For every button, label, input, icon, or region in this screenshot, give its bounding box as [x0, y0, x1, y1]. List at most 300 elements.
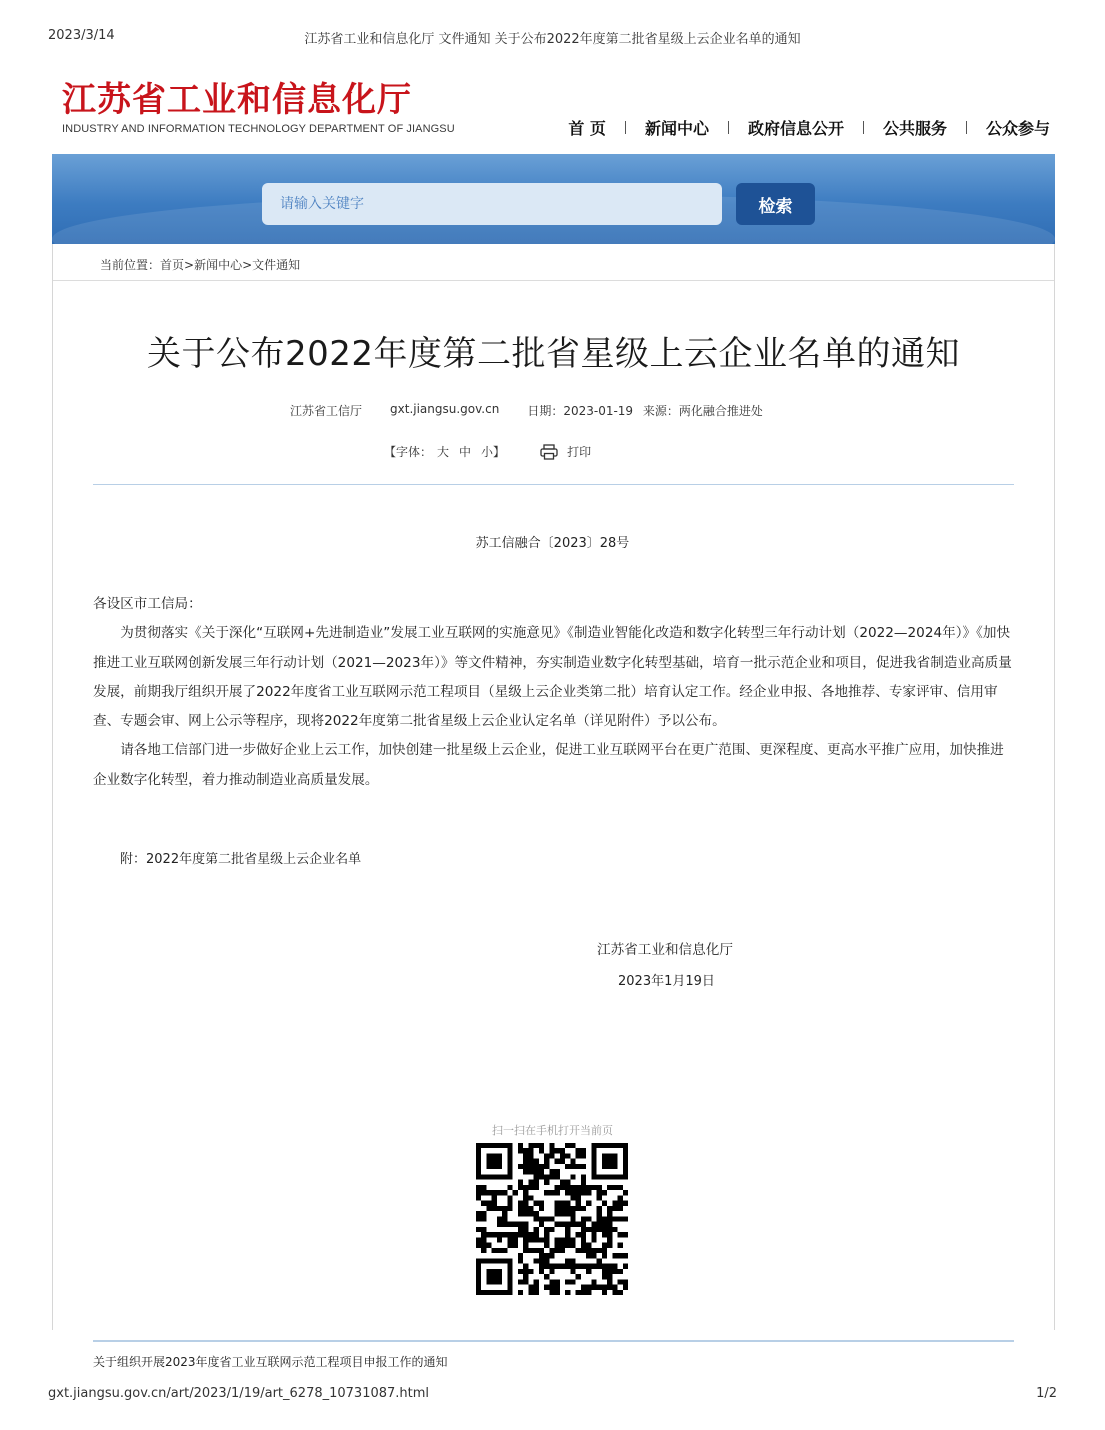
qr-module	[565, 1232, 570, 1237]
qr-module	[539, 1248, 544, 1253]
qr-module	[586, 1216, 591, 1221]
qr-code	[476, 1143, 628, 1295]
qr-module	[597, 1227, 602, 1232]
qr-module	[492, 1232, 497, 1237]
qr-module	[513, 1190, 518, 1195]
qr-module	[581, 1285, 586, 1290]
qr-module	[528, 1180, 533, 1185]
qr-module	[565, 1180, 570, 1185]
qr-module	[507, 1206, 512, 1211]
qr-module	[602, 1222, 607, 1227]
qr-module	[523, 1164, 528, 1169]
qr-module	[602, 1216, 607, 1221]
qr-module	[544, 1237, 549, 1242]
qr-module	[523, 1159, 528, 1164]
qr-module	[565, 1264, 570, 1269]
qr-module	[497, 1190, 502, 1195]
qr-module	[570, 1222, 575, 1227]
qr-module	[586, 1290, 591, 1295]
nav-separator	[728, 121, 729, 134]
qr-module	[549, 1279, 554, 1284]
nav-separator	[625, 121, 626, 134]
qr-module	[544, 1190, 549, 1195]
qr-module	[560, 1243, 565, 1248]
article-title: 关于公布2022年度第二批省星级上云企业名单的通知	[146, 334, 961, 374]
qr-module	[539, 1174, 544, 1179]
qr-module	[602, 1190, 607, 1195]
qr-module	[523, 1222, 528, 1227]
qr-module	[623, 1216, 628, 1221]
qr-module	[544, 1174, 549, 1179]
qr-module	[581, 1148, 586, 1153]
body-paragraph-2: 请各地工信部门进一步做好企业上云工作，加快创建一批星级上云企业，促进工业互联网平台在更广范围、更深程度、更高水平推广应用，加快推进企业数字化转型，着力推动制造业高质量发展。	[93, 742, 1004, 788]
article-meta	[290, 402, 797, 419]
qr-module	[539, 1222, 544, 1227]
font-size-label: 【字体：	[384, 445, 433, 459]
qr-module	[481, 1232, 486, 1237]
qr-module	[534, 1232, 539, 1237]
qr-module	[539, 1143, 544, 1148]
qr-module	[570, 1190, 575, 1195]
print-header	[48, 28, 1057, 48]
qr-module	[602, 1290, 607, 1295]
qr-module	[476, 1237, 481, 1242]
qr-module	[544, 1285, 549, 1290]
qr-module	[555, 1185, 560, 1190]
qr-module	[560, 1148, 565, 1153]
qr-module	[528, 1285, 533, 1290]
qr-module	[581, 1216, 586, 1221]
qr-module	[560, 1248, 565, 1253]
qr-module	[576, 1290, 581, 1295]
qr-module	[555, 1243, 560, 1248]
qr-module	[570, 1243, 575, 1248]
qr-module	[528, 1195, 533, 1200]
main-nav	[567, 116, 1051, 139]
qr-module	[576, 1232, 581, 1237]
qr-module	[602, 1153, 618, 1169]
qr-module	[565, 1243, 570, 1248]
qr-module	[544, 1180, 549, 1185]
qr-module	[507, 1243, 512, 1248]
qr-module	[534, 1143, 539, 1148]
qr-module	[618, 1195, 623, 1200]
nav-news-center[interactable]: 新闻中心	[644, 119, 709, 138]
qr-module	[607, 1269, 612, 1274]
qr-module	[518, 1180, 523, 1185]
font-size-small[interactable]: 小】	[481, 445, 506, 459]
qr-module	[591, 1285, 596, 1290]
qr-module	[544, 1159, 549, 1164]
qr-module	[570, 1258, 575, 1263]
qr-module	[497, 1237, 502, 1242]
print-button[interactable]	[540, 443, 591, 460]
breadcrumb-path[interactable]: 首页>新闻中心>文件通知	[160, 258, 301, 272]
qr-module	[534, 1279, 539, 1284]
qr-module	[544, 1243, 549, 1248]
qr-module	[602, 1232, 607, 1237]
qr-module	[523, 1195, 528, 1200]
qr-module	[586, 1201, 591, 1206]
print-page-number: 1/2	[1036, 1386, 1057, 1401]
logo-english: INDUSTRY AND INFORMATION TECHNOLOGY DEPARTMENT OF JIANGSU	[62, 123, 455, 135]
qr-module	[581, 1227, 586, 1232]
qr-module	[518, 1290, 523, 1295]
qr-module	[507, 1222, 512, 1227]
qr-module	[507, 1232, 512, 1237]
qr-module	[607, 1185, 612, 1190]
qr-module	[544, 1227, 549, 1232]
qr-module	[507, 1237, 512, 1242]
qr-module	[565, 1164, 570, 1169]
qr-module	[555, 1290, 560, 1295]
qr-module	[528, 1185, 533, 1190]
qr-module	[581, 1180, 586, 1185]
search-input[interactable]	[262, 183, 722, 225]
qr-module	[597, 1285, 602, 1290]
attachment-link[interactable]: 附：2022年度第二批省星级上云企业名单	[120, 852, 362, 867]
qr-module	[570, 1206, 575, 1211]
qr-module	[492, 1195, 497, 1200]
qr-module	[565, 1279, 570, 1284]
qr-module	[523, 1169, 528, 1174]
print-page-title: 江苏省工业和信息化厅 文件通知 关于公布2022年度第二批省星级上云企业名单的通知	[304, 32, 801, 47]
qr-module	[534, 1248, 539, 1253]
qr-module	[534, 1237, 539, 1242]
qr-module	[486, 1206, 491, 1211]
qr-module	[518, 1253, 523, 1258]
qr-module	[612, 1253, 617, 1258]
qr-module	[523, 1201, 528, 1206]
qr-module	[565, 1211, 570, 1216]
qr-module	[544, 1216, 549, 1221]
qr-module	[618, 1216, 623, 1221]
qr-module	[523, 1206, 528, 1211]
qr-module	[602, 1274, 607, 1279]
qr-module	[570, 1216, 575, 1221]
qr-module	[570, 1164, 575, 1169]
search-button[interactable]: 检索	[736, 183, 815, 225]
qr-module	[618, 1201, 623, 1206]
qr-module	[576, 1206, 581, 1211]
qr-module	[591, 1248, 596, 1253]
qr-module	[602, 1243, 607, 1248]
qr-module	[476, 1211, 481, 1216]
qr-module	[612, 1290, 617, 1295]
qr-module	[581, 1237, 586, 1242]
qr-module	[602, 1285, 607, 1290]
qr-module	[528, 1143, 533, 1148]
qr-module	[555, 1206, 560, 1211]
qr-module	[528, 1211, 533, 1216]
qr-module	[486, 1269, 502, 1285]
qr-module	[534, 1169, 539, 1174]
qr-module	[570, 1185, 575, 1190]
qr-module	[476, 1185, 481, 1190]
qr-module	[555, 1211, 560, 1216]
qr-module	[570, 1174, 575, 1179]
qr-module	[486, 1190, 491, 1195]
qr-module	[555, 1174, 560, 1179]
qr-module	[523, 1237, 528, 1242]
qr-module	[607, 1237, 612, 1242]
qr-module	[576, 1222, 581, 1227]
qr-module	[565, 1185, 570, 1190]
qr-module	[523, 1269, 528, 1274]
qr-module	[597, 1264, 602, 1269]
qr-module	[492, 1201, 497, 1206]
qr-module	[492, 1248, 497, 1253]
print-date: 2023/3/14	[48, 28, 115, 43]
qr-module	[581, 1232, 586, 1237]
qr-module	[602, 1264, 607, 1269]
qr-module	[502, 1248, 507, 1253]
qr-module	[607, 1274, 612, 1279]
qr-module	[534, 1159, 539, 1164]
qr-module	[623, 1253, 628, 1258]
qr-module	[518, 1211, 523, 1216]
qr-module	[623, 1279, 628, 1284]
sign-date: 2023年1月19日	[618, 974, 715, 989]
qr-module	[560, 1159, 565, 1164]
qr-module	[518, 1201, 523, 1206]
qr-module	[502, 1216, 507, 1221]
qr-module	[497, 1222, 502, 1227]
qr-module	[607, 1211, 612, 1216]
qr-module	[539, 1216, 544, 1221]
print-label: 打印	[567, 445, 592, 459]
qr-module	[497, 1248, 502, 1253]
qr-module	[549, 1169, 554, 1174]
site-logo[interactable]	[62, 80, 482, 135]
qr-module	[528, 1206, 533, 1211]
qr-module	[607, 1243, 612, 1248]
qr-module	[528, 1148, 533, 1153]
qr-module	[565, 1143, 570, 1148]
qr-module	[518, 1258, 523, 1263]
qr-module	[476, 1195, 481, 1200]
print-url: gxt.jiangsu.gov.cn/art/2023/1/19/art_6278_10731087.html	[48, 1386, 430, 1401]
qr-module	[518, 1269, 523, 1274]
qr-module	[623, 1285, 628, 1290]
qr-module	[555, 1285, 560, 1290]
qr-module	[602, 1248, 607, 1253]
qr-module	[555, 1159, 560, 1164]
qr-module	[523, 1274, 528, 1279]
qr-module	[523, 1190, 528, 1195]
qr-module	[612, 1227, 617, 1232]
related-article-link[interactable]: 关于组织开展2023年度省工业互联网示范工程项目申报工作的通知	[93, 1355, 448, 1369]
nav-home[interactable]: 首 页	[568, 119, 606, 138]
qr-module	[555, 1237, 560, 1242]
qr-module	[544, 1274, 549, 1279]
qr-module	[539, 1206, 544, 1211]
qr-module	[518, 1164, 523, 1169]
qr-module	[518, 1185, 523, 1190]
qr-module	[597, 1211, 602, 1216]
qr-module	[612, 1285, 617, 1290]
qr-module	[597, 1206, 602, 1211]
qr-module	[544, 1232, 549, 1237]
qr-module	[623, 1201, 628, 1206]
qr-module	[618, 1253, 623, 1258]
qr-module	[481, 1216, 486, 1221]
qr-module	[581, 1243, 586, 1248]
qr-module	[591, 1227, 596, 1232]
qr-caption: 扫一扫在手机打开当前页	[492, 1124, 613, 1137]
qr-module	[581, 1164, 586, 1169]
qr-module	[565, 1153, 570, 1158]
qr-module	[513, 1222, 518, 1227]
qr-module	[576, 1164, 581, 1169]
qr-module	[565, 1206, 570, 1211]
qr-module	[591, 1264, 596, 1269]
nav-separator	[863, 121, 864, 134]
qr-module	[492, 1206, 497, 1211]
qr-module	[591, 1237, 596, 1242]
qr-module	[602, 1227, 607, 1232]
qr-module	[534, 1211, 539, 1216]
qr-module	[534, 1185, 539, 1190]
qr-module	[476, 1216, 481, 1221]
qr-module	[549, 1269, 554, 1274]
qr-module	[586, 1227, 591, 1232]
nav-gov-info[interactable]: 政府信息公开	[747, 119, 844, 138]
qr-module	[565, 1290, 570, 1295]
qr-module	[523, 1211, 528, 1216]
qr-module	[544, 1253, 549, 1258]
font-size-medium[interactable]: 中	[459, 445, 472, 459]
qr-module	[623, 1264, 628, 1269]
qr-module	[518, 1148, 523, 1153]
qr-module	[528, 1232, 533, 1237]
breadcrumb-divider	[53, 280, 1054, 281]
qr-module	[539, 1258, 544, 1263]
qr-module	[607, 1264, 612, 1269]
qr-module	[560, 1222, 565, 1227]
qr-module	[565, 1190, 570, 1195]
qr-module	[602, 1201, 607, 1206]
qr-module	[560, 1206, 565, 1211]
qr-module	[549, 1285, 554, 1290]
qr-module	[560, 1180, 565, 1185]
qr-module	[560, 1237, 565, 1242]
qr-module	[597, 1185, 602, 1190]
qr-module	[497, 1206, 502, 1211]
qr-module	[570, 1195, 575, 1200]
qr-module	[555, 1169, 560, 1174]
qr-module	[476, 1190, 481, 1195]
qr-module	[481, 1190, 486, 1195]
qr-module	[518, 1227, 523, 1232]
qr-module	[576, 1190, 581, 1195]
nav-public-participation[interactable]: 公众参与	[985, 119, 1050, 138]
qr-module	[528, 1269, 533, 1274]
qr-module	[555, 1222, 560, 1227]
nav-public-service[interactable]: 公共服务	[882, 119, 947, 138]
meta-source: 来源：两化融合推进处	[642, 404, 763, 418]
qr-module	[534, 1180, 539, 1185]
qr-module	[549, 1190, 554, 1195]
salutation: 各设区市工信局：	[93, 596, 202, 612]
qr-module	[618, 1185, 623, 1190]
qr-module	[549, 1216, 554, 1221]
qr-module	[513, 1232, 518, 1237]
qr-module	[565, 1237, 570, 1242]
qr-module	[497, 1232, 502, 1237]
qr-module	[528, 1248, 533, 1253]
qr-module	[555, 1148, 560, 1153]
qr-module	[576, 1248, 581, 1253]
qr-module	[486, 1201, 491, 1206]
qr-module	[555, 1201, 560, 1206]
meta-date-source	[527, 402, 769, 419]
qr-module	[518, 1143, 523, 1148]
qr-module	[549, 1143, 554, 1148]
qr-module	[586, 1264, 591, 1269]
qr-module	[591, 1222, 596, 1227]
qr-module	[518, 1222, 523, 1227]
qr-module	[523, 1264, 528, 1269]
qr-module	[607, 1232, 612, 1237]
font-size-large[interactable]: 大	[437, 445, 450, 459]
qr-module	[555, 1248, 560, 1253]
qr-module	[549, 1264, 554, 1269]
qr-module	[570, 1269, 575, 1274]
qr-module	[534, 1216, 539, 1221]
article-tools	[384, 443, 591, 460]
qr-module	[560, 1201, 565, 1206]
qr-module	[602, 1253, 607, 1258]
qr-module	[586, 1269, 591, 1274]
qr-module	[618, 1269, 623, 1274]
qr-module	[523, 1232, 528, 1237]
qr-module	[502, 1206, 507, 1211]
qr-module	[581, 1290, 586, 1295]
qr-module	[518, 1206, 523, 1211]
qr-module	[539, 1201, 544, 1206]
qr-module	[591, 1185, 596, 1190]
qr-module	[507, 1195, 512, 1200]
qr-module	[502, 1222, 507, 1227]
qr-module	[570, 1264, 575, 1269]
qr-module	[570, 1143, 575, 1148]
qr-module	[607, 1279, 612, 1284]
signer: 江苏省工业和信息化厅	[597, 942, 733, 958]
qr-module	[586, 1243, 591, 1248]
qr-module	[576, 1195, 581, 1200]
qr-module	[612, 1201, 617, 1206]
breadcrumb	[100, 256, 300, 273]
qr-module	[581, 1222, 586, 1227]
qr-module	[549, 1253, 554, 1258]
qr-module	[581, 1206, 586, 1211]
qr-module	[523, 1148, 528, 1153]
qr-module	[560, 1153, 565, 1158]
qr-module	[534, 1227, 539, 1232]
qr-module	[513, 1243, 518, 1248]
qr-module	[555, 1190, 560, 1195]
qr-module	[555, 1264, 560, 1269]
qr-module	[476, 1243, 481, 1248]
qr-module	[481, 1227, 486, 1232]
qr-module	[534, 1164, 539, 1169]
qr-module	[534, 1258, 539, 1263]
qr-module	[612, 1269, 617, 1274]
qr-module	[528, 1290, 533, 1295]
qr-module	[528, 1153, 533, 1158]
qr-module	[560, 1264, 565, 1269]
